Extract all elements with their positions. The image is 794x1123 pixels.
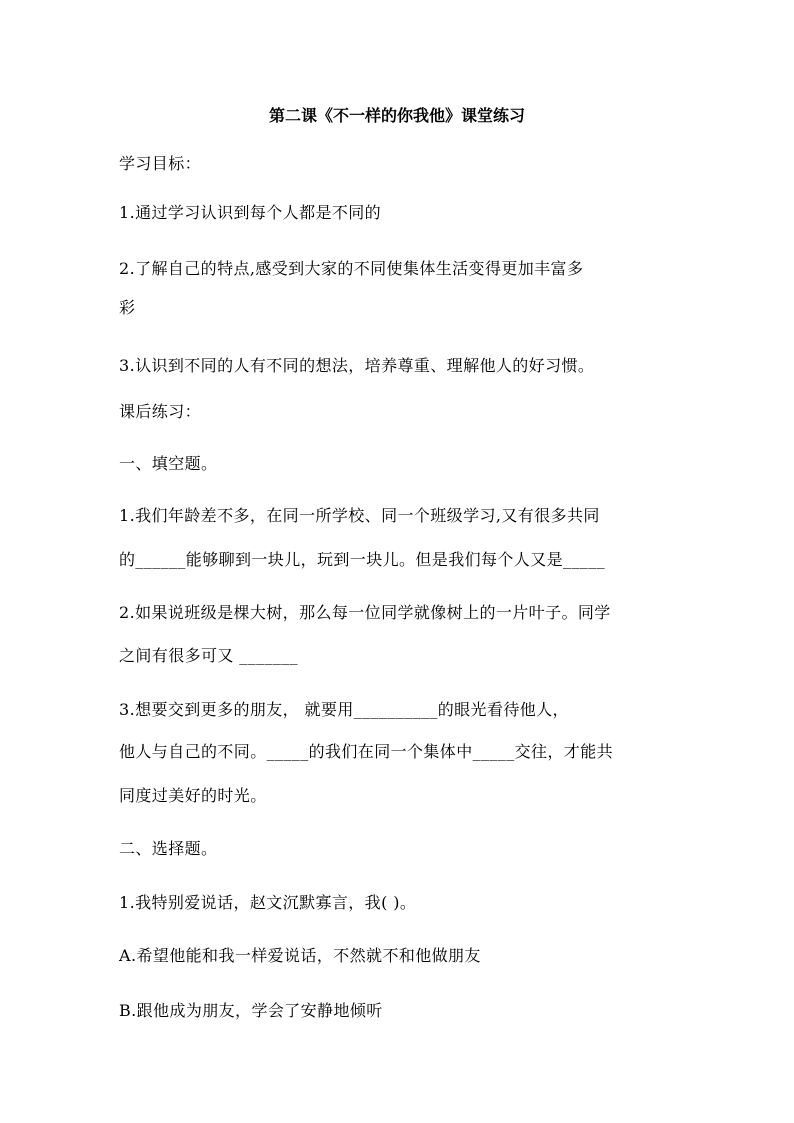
goal-item-2: 2.了解自己的特点,感受到大家的不同使集体生活变得更加丰富多 xyxy=(119,259,584,278)
subsection-heading-fill-blank: 一、填空题。 xyxy=(119,454,218,473)
choice-question-1: 1.我特别爱说话，赵文沉默寡言，我( )。 xyxy=(119,893,417,912)
goal-item-1: 1.通过学习认识到每个人都是不同的 xyxy=(119,203,382,222)
choice-option-b: B.跟他成为朋友，学会了安静地倾听 xyxy=(119,1001,383,1020)
section-heading-goals: 学习目标： xyxy=(119,154,202,173)
section-heading-exercises: 课后练习： xyxy=(119,402,202,421)
fill-blank-question-2: 2.如果说班级是棵大树，那么每一位同学就像树上的一片叶子。同学 xyxy=(119,603,611,622)
fill-blank-question-1: 1.我们年龄差不多，在同一所学校、同一个班级学习,又有很多共同 xyxy=(119,506,600,525)
fill-blank-question-3-end: 同度过美好的时光。 xyxy=(119,786,267,805)
goal-item-3: 3.认识到不同的人有不同的想法，培养尊重、理解他人的好习惯。 xyxy=(119,356,595,375)
fill-blank-question-2-continued: 之间有很多可又 _______ xyxy=(119,646,299,665)
goal-item-2-continued: 彩 xyxy=(119,298,136,317)
fill-blank-question-1-continued: 的______能够聊到一块儿，玩到一块儿。但是我们每个人又是_____ xyxy=(119,550,606,569)
choice-option-a: A.希望他能和我一样爱说话，不然就不和他做朋友 xyxy=(119,946,481,965)
fill-blank-question-3-continued: 他人与自己的不同。_____的我们在同一个集体中_____交往，才能共 xyxy=(119,742,614,761)
subsection-heading-choice: 二、选择题。 xyxy=(119,839,218,858)
document-title: 第二课《不一样的你我他》课堂练习 xyxy=(268,106,525,125)
fill-blank-question-3: 3.想要交到更多的朋友， 就要用__________的眼光看待他人， xyxy=(119,700,569,719)
